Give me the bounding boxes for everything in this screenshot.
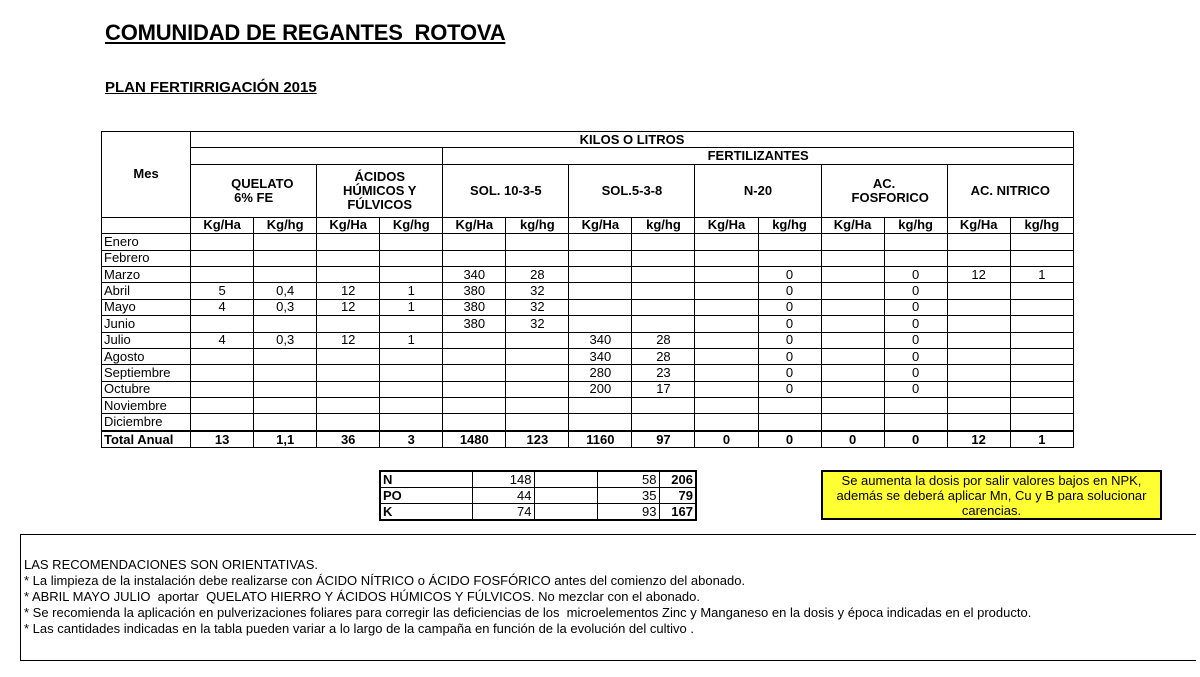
value-cell	[821, 398, 884, 414]
value-cell: 0	[758, 299, 821, 315]
npk-total-cell: 167	[659, 504, 696, 521]
value-cell: 340	[569, 332, 632, 348]
npk-b-cell	[534, 488, 597, 504]
month-cell: Septiembre	[102, 365, 191, 381]
value-cell	[1010, 283, 1073, 299]
value-cell: 340	[443, 266, 506, 282]
value-cell	[821, 266, 884, 282]
value-cell: 3	[380, 431, 443, 448]
value-cell	[191, 414, 254, 431]
product-header: SOL.5-3-8	[569, 164, 695, 217]
value-cell: 380	[443, 316, 506, 332]
npk-a-cell: 148	[472, 471, 534, 488]
value-cell	[317, 266, 380, 282]
table-row	[102, 348, 1074, 364]
value-cell: 1480	[443, 431, 506, 448]
unit-header: Kg/Ha	[821, 217, 884, 233]
fertirrigation-table	[101, 131, 1074, 448]
product-header: SOL. 10-3-5	[443, 164, 569, 217]
value-cell: 1160	[569, 431, 632, 448]
value-cell	[569, 266, 632, 282]
total-row	[102, 431, 1074, 448]
product-header: ÁCIDOS HÚMICOS Y FÚLVICOS	[317, 164, 443, 217]
month-cell: Octubre	[102, 381, 191, 397]
value-cell	[884, 398, 947, 414]
value-cell	[317, 234, 380, 250]
value-cell	[695, 398, 758, 414]
npk-label-cell: PO	[380, 488, 472, 504]
value-cell: 0	[695, 431, 758, 448]
value-cell	[254, 234, 317, 250]
value-cell	[821, 381, 884, 397]
value-cell	[443, 332, 506, 348]
value-cell	[191, 234, 254, 250]
npk-row	[380, 471, 696, 488]
value-cell	[506, 332, 569, 348]
table-row	[102, 414, 1074, 431]
npk-label-cell: N	[380, 471, 472, 488]
value-cell: 13	[191, 431, 254, 448]
table-row	[102, 332, 1074, 348]
value-cell	[317, 250, 380, 266]
value-cell: 4	[191, 299, 254, 315]
value-cell: 0,4	[254, 283, 317, 299]
value-cell	[821, 332, 884, 348]
month-cell: Febrero	[102, 250, 191, 266]
value-cell: 1	[1010, 266, 1073, 282]
value-cell: 0	[884, 316, 947, 332]
npk-c-cell: 58	[597, 471, 659, 488]
value-cell: 17	[632, 381, 695, 397]
value-cell: 0	[884, 381, 947, 397]
npk-b-cell	[534, 504, 597, 521]
value-cell: 0	[758, 381, 821, 397]
value-cell: 23	[632, 365, 695, 381]
value-cell	[254, 414, 317, 431]
unit-header: kg/hg	[1010, 217, 1073, 233]
value-cell	[191, 266, 254, 282]
value-cell	[191, 381, 254, 397]
value-cell	[758, 414, 821, 431]
value-cell	[632, 250, 695, 266]
dosage-note	[821, 470, 1162, 520]
table-row	[102, 250, 1074, 266]
value-cell: 32	[506, 316, 569, 332]
value-cell	[632, 414, 695, 431]
value-cell	[191, 398, 254, 414]
value-cell	[443, 348, 506, 364]
value-cell: 0	[884, 431, 947, 448]
value-cell	[821, 348, 884, 364]
value-cell	[191, 348, 254, 364]
header-spacer	[191, 148, 443, 164]
value-cell	[947, 234, 1010, 250]
npk-a-cell: 44	[472, 488, 534, 504]
table-row	[102, 316, 1074, 332]
value-cell: 1	[380, 283, 443, 299]
value-cell	[1010, 299, 1073, 315]
document-title: COMUNIDAD DE REGANTES ROTOVA	[105, 20, 506, 45]
value-cell: 0	[884, 283, 947, 299]
value-cell: 0	[884, 332, 947, 348]
table-row	[102, 234, 1074, 250]
value-cell	[506, 381, 569, 397]
unit-header: Kg/hg	[254, 217, 317, 233]
npk-c-cell: 93	[597, 504, 659, 521]
npk-a-cell: 74	[472, 504, 534, 521]
month-cell: Total Anual	[102, 431, 191, 448]
value-cell	[569, 299, 632, 315]
unit-header: kg/hg	[632, 217, 695, 233]
unit-header: Kg/Ha	[443, 217, 506, 233]
value-cell: 200	[569, 381, 632, 397]
value-cell	[380, 381, 443, 397]
note-line: Se aumenta la dosis por salir valores bajos en NPK,	[841, 473, 1142, 488]
unit-header: Kg/Ha	[191, 217, 254, 233]
value-cell	[443, 398, 506, 414]
npk-label-cell: K	[380, 504, 472, 521]
value-cell	[317, 414, 380, 431]
month-cell: Agosto	[102, 348, 191, 364]
value-cell: 5	[191, 283, 254, 299]
value-cell	[569, 250, 632, 266]
unit-header: kg/hg	[758, 217, 821, 233]
npk-total-cell: 206	[659, 471, 696, 488]
value-cell	[254, 365, 317, 381]
value-cell: 0	[884, 266, 947, 282]
product-header: N-20	[695, 164, 821, 217]
value-cell	[506, 398, 569, 414]
value-cell: 0	[758, 332, 821, 348]
value-cell: 12	[947, 266, 1010, 282]
value-cell	[380, 316, 443, 332]
unit-header: kg/hg	[506, 217, 569, 233]
value-cell	[380, 234, 443, 250]
value-cell	[506, 414, 569, 431]
value-cell: 12	[317, 299, 380, 315]
value-cell	[443, 365, 506, 381]
value-cell	[569, 414, 632, 431]
value-cell	[758, 250, 821, 266]
value-cell: 0	[884, 299, 947, 315]
table-row	[102, 283, 1074, 299]
value-cell	[569, 316, 632, 332]
value-cell	[443, 414, 506, 431]
value-cell	[821, 365, 884, 381]
value-cell	[380, 348, 443, 364]
value-cell	[254, 266, 317, 282]
unit-header: Kg/Ha	[569, 217, 632, 233]
value-cell	[632, 299, 695, 315]
fertilizantes-header: FERTILIZANTES	[443, 148, 1074, 164]
value-cell: 0	[758, 283, 821, 299]
recommendations-box	[20, 534, 1196, 661]
value-cell	[254, 381, 317, 397]
product-header: QUELATO 6% FE	[191, 164, 317, 217]
value-cell: 0,3	[254, 332, 317, 348]
value-cell	[380, 414, 443, 431]
value-cell	[884, 250, 947, 266]
value-cell: 32	[506, 299, 569, 315]
value-cell: 1	[380, 299, 443, 315]
value-cell	[695, 365, 758, 381]
value-cell	[1010, 414, 1073, 431]
table-row	[102, 299, 1074, 315]
value-cell	[1010, 234, 1073, 250]
value-cell: 0	[758, 266, 821, 282]
month-cell: Abril	[102, 283, 191, 299]
value-cell: 380	[443, 299, 506, 315]
value-cell: 0	[758, 365, 821, 381]
value-cell: 280	[569, 365, 632, 381]
value-cell	[1010, 332, 1073, 348]
value-cell	[695, 316, 758, 332]
npk-row	[380, 504, 696, 521]
value-cell: 380	[443, 283, 506, 299]
unit-header: Kg/Ha	[695, 217, 758, 233]
value-cell	[254, 398, 317, 414]
value-cell	[947, 299, 1010, 315]
value-cell	[506, 365, 569, 381]
value-cell	[380, 365, 443, 381]
value-cell	[443, 250, 506, 266]
value-cell	[695, 283, 758, 299]
value-cell	[506, 250, 569, 266]
table-row	[102, 398, 1074, 414]
value-cell	[695, 414, 758, 431]
value-cell	[317, 365, 380, 381]
value-cell: 32	[506, 283, 569, 299]
value-cell	[884, 234, 947, 250]
value-cell	[254, 316, 317, 332]
value-cell	[821, 299, 884, 315]
note-line: además se deberá aplicar Mn, Cu y B para solucionar	[836, 488, 1147, 503]
value-cell	[1010, 381, 1073, 397]
value-cell	[569, 283, 632, 299]
value-cell	[632, 234, 695, 250]
value-cell	[380, 250, 443, 266]
value-cell	[1010, 365, 1073, 381]
value-cell: 0	[884, 348, 947, 364]
recommendation-line: * Las cantidades indicadas en la tabla pueden variar a lo largo de la campaña en función de la evolución del cultivo .	[24, 621, 694, 636]
value-cell: 4	[191, 332, 254, 348]
note-line: carencias.	[961, 503, 1022, 518]
value-cell	[632, 266, 695, 282]
value-cell: 1	[380, 332, 443, 348]
mes-header: Mes	[102, 132, 191, 218]
product-header: AC. NITRICO	[947, 164, 1073, 217]
value-cell	[695, 266, 758, 282]
unit-header: Kg/hg	[380, 217, 443, 233]
product-header: AC. FOSFORICO	[821, 164, 947, 217]
value-cell	[191, 365, 254, 381]
recommendation-line: LAS RECOMENDACIONES SON ORIENTATIVAS.	[24, 557, 318, 572]
value-cell: 1	[1010, 431, 1073, 448]
value-cell: 12	[947, 431, 1010, 448]
value-cell	[254, 348, 317, 364]
value-cell: 28	[632, 332, 695, 348]
value-cell	[695, 250, 758, 266]
value-cell: 12	[317, 283, 380, 299]
value-cell: 97	[632, 431, 695, 448]
value-cell	[947, 283, 1010, 299]
unit-header: Kg/Ha	[947, 217, 1010, 233]
value-cell: 36	[317, 431, 380, 448]
value-cell	[506, 234, 569, 250]
value-cell	[632, 398, 695, 414]
value-cell: 0	[821, 431, 884, 448]
value-cell	[695, 348, 758, 364]
value-cell: 0	[884, 365, 947, 381]
month-cell: Diciembre	[102, 414, 191, 431]
value-cell	[947, 398, 1010, 414]
value-cell	[380, 266, 443, 282]
value-cell: 28	[632, 348, 695, 364]
value-cell	[695, 299, 758, 315]
value-cell	[947, 365, 1010, 381]
npk-row	[380, 488, 696, 504]
npk-b-cell	[534, 471, 597, 488]
table-row	[102, 381, 1074, 397]
value-cell	[821, 414, 884, 431]
table-row	[102, 365, 1074, 381]
value-cell: 340	[569, 348, 632, 364]
value-cell	[569, 234, 632, 250]
value-cell: 123	[506, 431, 569, 448]
value-cell	[884, 414, 947, 431]
value-cell	[317, 348, 380, 364]
value-cell	[947, 250, 1010, 266]
value-cell	[1010, 348, 1073, 364]
value-cell	[695, 234, 758, 250]
value-cell	[1010, 398, 1073, 414]
month-cell: Enero	[102, 234, 191, 250]
value-cell	[758, 398, 821, 414]
value-cell: 28	[506, 266, 569, 282]
recommendation-line: * La limpieza de la instalación debe realizarse con ÁCIDO NÍTRICO o ÁCIDO FOSFÓRICO antes del comienzo del abonado.	[24, 573, 746, 588]
npk-summary-table	[379, 470, 697, 521]
unit-header: Kg/Ha	[317, 217, 380, 233]
npk-c-cell: 35	[597, 488, 659, 504]
unit-spacer	[102, 217, 191, 233]
recommendation-line: * ABRIL MAYO JULIO aportar QUELATO HIERRO Y ÁCIDOS HÚMICOS Y FÚLVICOS. No mezclar con el abonado.	[24, 589, 700, 604]
npk-total-cell: 79	[659, 488, 696, 504]
value-cell: 1,1	[254, 431, 317, 448]
value-cell	[695, 381, 758, 397]
value-cell	[758, 234, 821, 250]
value-cell	[947, 414, 1010, 431]
unit-header: kg/hg	[884, 217, 947, 233]
value-cell	[380, 398, 443, 414]
value-cell	[821, 283, 884, 299]
value-cell	[191, 250, 254, 266]
value-cell	[317, 316, 380, 332]
value-cell	[947, 348, 1010, 364]
table-row	[102, 266, 1074, 282]
value-cell	[506, 348, 569, 364]
value-cell	[695, 332, 758, 348]
value-cell: 0	[758, 316, 821, 332]
value-cell	[569, 398, 632, 414]
value-cell: 0,3	[254, 299, 317, 315]
value-cell	[632, 316, 695, 332]
value-cell	[317, 381, 380, 397]
value-cell	[947, 316, 1010, 332]
value-cell	[443, 381, 506, 397]
month-cell: Julio	[102, 332, 191, 348]
value-cell	[947, 381, 1010, 397]
plan-subtitle: PLAN FERTIRRIGACIÓN 2015	[105, 79, 317, 96]
value-cell	[443, 234, 506, 250]
value-cell	[821, 234, 884, 250]
value-cell	[191, 316, 254, 332]
value-cell	[947, 332, 1010, 348]
kilos-header: KILOS O LITROS	[191, 132, 1074, 148]
value-cell: 12	[317, 332, 380, 348]
month-cell: Junio	[102, 316, 191, 332]
value-cell: 0	[758, 348, 821, 364]
value-cell: 0	[758, 431, 821, 448]
value-cell	[254, 250, 317, 266]
value-cell	[821, 316, 884, 332]
month-cell: Mayo	[102, 299, 191, 315]
value-cell	[317, 398, 380, 414]
value-cell	[1010, 316, 1073, 332]
value-cell	[821, 250, 884, 266]
recommendation-line: * Se recomienda la aplicación en pulverizaciones foliares para corregir las deficiencias de los microelementos Zinc y Manganeso en la dosis y época indicadas en el producto.	[24, 605, 1032, 620]
month-cell: Marzo	[102, 266, 191, 282]
value-cell	[1010, 250, 1073, 266]
value-cell	[632, 283, 695, 299]
month-cell: Noviembre	[102, 398, 191, 414]
